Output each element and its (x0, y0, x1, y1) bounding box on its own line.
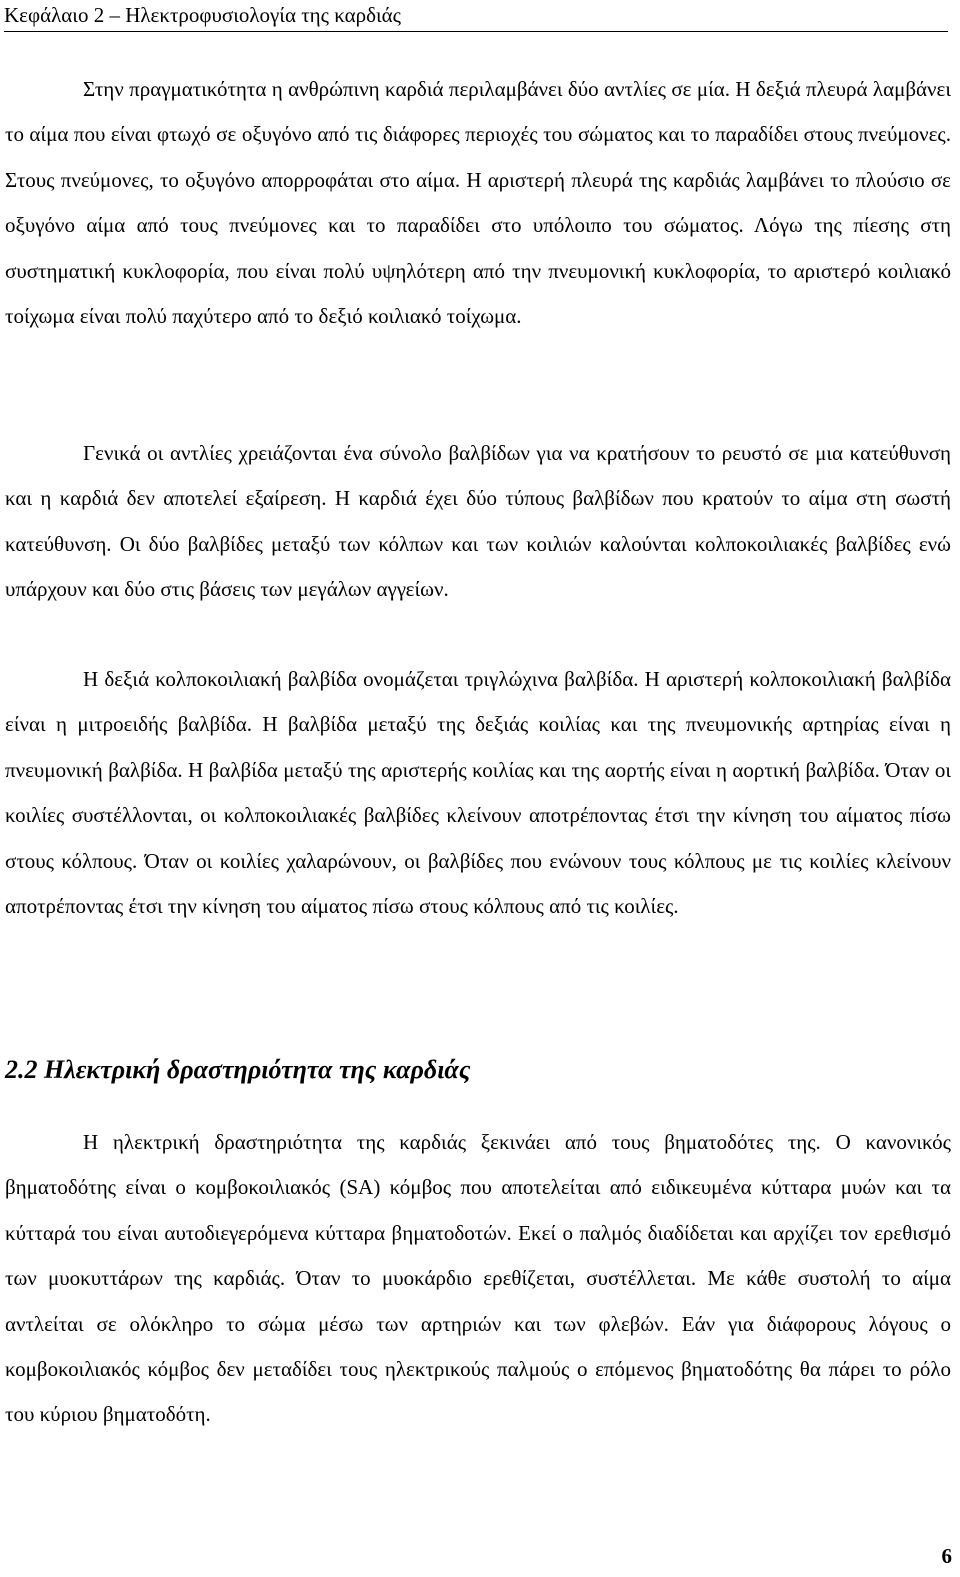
paragraph-electrical-activity: Η ηλεκτρική δραστηριότητα της καρδιάς ξεκινάει από τους βηματοδότες της. Ο κανονικός βηματοδότης είναι ο κομβοκοιλιακός (SA) κόμβος που αποτελείται από ειδικευμένα κύτταρα μυών και τα κύτταρά του είναι αυτοδιεγερόμενα κύτταρα βηματοδοτών. Εκεί ο παλμός διαδίδεται και αρχίζει τον ερεθισμό των μυοκυττάρων της καρδιάς. Όταν το μυοκάρδιο ερεθίζεται, συστέλλεται. Με κάθε συστολή το αίμα αντλείται σε ολόκληρο το σώμα μέσω των αρτηριών και των φλεβών. Εάν για διάφορους λόγους ο κομβοκοιλιακός κόμβος δεν μεταδίδει τους ηλεκτρικούς παλμούς ο επόμενος βηματοδότης θα πάρει το ρόλο του κύριου βηματοδότη. (5, 1130, 951, 1427)
paragraph-two-pumps: Στην πραγματικότητα η ανθρώπινη καρδιά περιλαμβάνει δύο αντλίες σε μία. Η δεξιά πλευρά λαμβάνει το αίμα που είναι φτωχό σε οξυγόνο από τις διάφορες περιοχές του σώματος και το παραδίδει στους πνεύμονες. Στους πνεύμονες, το οξυγόνο απορροφάται στο αίμα. Η αριστερή πλευρά της καρδιάς λαμβάνει το πλούσιο σε οξυγόνο αίμα από τους πνεύμονες και το παραδίδει στο υπόλοιπο του σώματος. Λόγω της πίεσης στη συστηματική κυκλοφορία, που είναι πολύ υψηλότερη από την πνευμονική κυκλοφορία, το αριστερό κοιλιακό τοίχωμα είναι πολύ παχύτερο από το δεξιό κοιλιακό τοίχωμα. (5, 77, 951, 329)
paragraph-valves-intro: Γενικά οι αντλίες χρειάζονται ένα σύνολο βαλβίδων για να κρατήσουν το ρευστό σε μια κατεύθυνση και η καρδιά δεν αποτελεί εξαίρεση. Η καρδιά έχει δύο τύπους βαλβίδων που κρατούν το αίμα στη σωστή κατεύθυνση. Οι δύο βαλβίδες μεταξύ των κόλπων και των κοιλιών καλούνται κολποκοιλιακές βαλβίδες ενώ υπάρχουν και δύο στις βάσεις των μεγάλων αγγείων. (5, 441, 951, 602)
paragraph-valve-names: Η δεξιά κολποκοιλιακή βαλβίδα ονομάζεται τριγλώχινα βαλβίδα. Η αριστερή κολποκοιλιακή βαλβίδα είναι η μιτροειδής βαλβίδα. Η βαλβίδα μεταξύ της δεξιάς κοιλίας και της πνευμονικής αρτηρίας είναι η πνευμονική βαλβίδα. Η βαλβίδα μεταξύ της αριστερής κοιλίας και της αορτής είναι η αορτική βαλβίδα. Όταν οι κοιλίες συστέλλονται, οι κολποκοιλιακές βαλβίδες κλείνουν αποτρέποντας έτσι την κίνηση του αίματος πίσω στους κόλπους. Όταν οι κοιλίες χαλαρώνουν, οι βαλβίδες που ενώνουν τους κόλπους με τις κοιλίες κλείνουν αποτρέποντας έτσι την κίνηση του αίματος πίσω στους κόλπους από τις κοιλίες. (5, 667, 951, 919)
section-heading: 2.2 Ηλεκτρική δραστηριότητα της καρδιάς (5, 1055, 471, 1084)
page-number: 6 (941, 1544, 952, 1568)
running-header: Κεφάλαιο 2 – Ηλεκτροφυσιολογία της καρδιάς (4, 2, 948, 32)
